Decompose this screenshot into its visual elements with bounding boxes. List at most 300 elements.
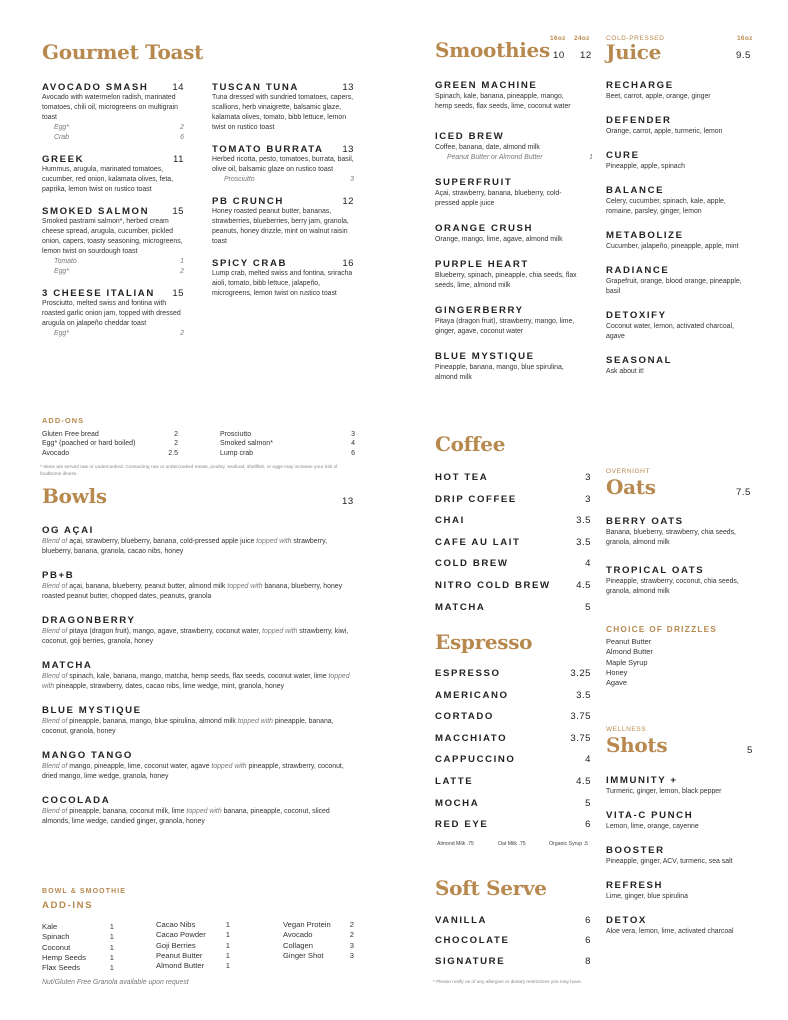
addon-name: Egg* xyxy=(54,124,69,131)
bowl-desc-text: strawberry, kiwi, coconut, goji berries, granola, honey xyxy=(42,628,349,645)
addin-price: 2 xyxy=(349,930,354,940)
addon-row xyxy=(220,430,355,439)
espresso-item xyxy=(435,754,591,776)
addin-row xyxy=(42,943,114,953)
smoothie-item xyxy=(435,223,593,245)
oats-price: 7.5 xyxy=(736,487,751,498)
addin-row xyxy=(42,932,114,942)
soft-serve-item xyxy=(435,915,591,935)
bowl-desc-italic: topped with xyxy=(237,718,273,725)
espresso-item xyxy=(435,819,591,841)
addin-name: Peanut Butter xyxy=(156,950,203,960)
bowl-desc-italic: topped with xyxy=(186,808,222,815)
juice-item-name: DETOXIFY xyxy=(606,310,667,321)
coffee-item xyxy=(435,537,591,559)
addon-price: 2 xyxy=(174,431,178,438)
juice-item-description: Coconut water, lemon, activated charcoal, agave xyxy=(606,323,734,340)
addon-price: 2 xyxy=(180,124,184,131)
coffee-item-price: 3 xyxy=(585,493,591,505)
toast-item-price: 13 xyxy=(342,82,354,93)
juice-label: COLD-PRESSED xyxy=(606,35,665,42)
soft-serve-item-name: CHOCOLATE xyxy=(435,935,510,947)
toast-item-description: Avocado with watermelon radish, marinated tomatoes, chili oil, microgreens on multigrain toast xyxy=(42,94,178,121)
drizzle-option: Peanut Butter xyxy=(606,637,652,646)
toast-item-addon xyxy=(42,257,184,267)
bowls-price: 13 xyxy=(342,496,354,507)
espresso-item-price: 3.25 xyxy=(570,668,591,679)
addin-row xyxy=(156,930,230,940)
addon-price: 2.5 xyxy=(168,449,178,457)
bowl-desc-text: pineapple, banana, coconut milk, lime xyxy=(69,808,187,815)
juice-item-name: SEASONAL xyxy=(606,355,673,366)
toast-item xyxy=(212,144,354,185)
espresso-item xyxy=(435,776,591,798)
bowl-desc-text: pitaya (dragon fruit), mango, agave, strawberry, coconut water, xyxy=(69,628,263,635)
juice-item xyxy=(606,265,754,297)
toast-item xyxy=(212,258,354,299)
toast-item xyxy=(42,82,184,143)
bowl-desc-italic: Blend of xyxy=(42,628,70,635)
smoothie-item xyxy=(435,351,593,383)
addon-price: 2 xyxy=(180,330,184,337)
oats-title: Oats xyxy=(606,475,656,499)
oats-item-name: BERRY OATS xyxy=(606,516,684,527)
espresso-item-name: ESPRESSO xyxy=(435,668,501,679)
addin-price: 1 xyxy=(109,952,114,962)
oats-label: OVERNIGHT xyxy=(606,468,651,475)
smoothie-price-16oz: 10 xyxy=(553,50,565,61)
oats-item xyxy=(606,516,754,548)
bowl-item xyxy=(42,795,354,827)
juice-item xyxy=(606,310,754,342)
bowl-desc-text: açai, strawberry, blueberry, banana, cold-pressed apple juice xyxy=(69,538,257,545)
addins-column-3 xyxy=(283,920,354,961)
shots-title: Shots xyxy=(606,733,668,757)
bowls-title: Bowls xyxy=(42,484,107,508)
toast-item-name: SPICY CRAB xyxy=(212,258,287,269)
addin-price: 1 xyxy=(225,920,230,929)
bowl-desc-text: pineapple, banana, coconut, granola, honey xyxy=(42,718,334,735)
soft-serve-item-name: SIGNATURE xyxy=(435,955,506,967)
espresso-item-price: 3.5 xyxy=(576,689,591,701)
addin-name: Coconut xyxy=(42,942,71,952)
addin-name: Cacao Powder xyxy=(156,930,206,940)
addon-price: 3 xyxy=(350,176,354,183)
addin-price: 1 xyxy=(225,930,230,940)
addon-name: Avocado xyxy=(42,449,70,457)
oats-item-description: Banana, blueberry, strawberry, chia seeds, granola, almond milk xyxy=(606,529,736,546)
oats-item-name: TROPICAL OATS xyxy=(606,565,705,576)
bowl-desc-italic: topped with xyxy=(42,673,350,690)
bowl-item-name: MANGO TANGO xyxy=(42,750,133,761)
bowl-item-name: MATCHA xyxy=(42,660,93,671)
addin-price: 1 xyxy=(109,963,114,972)
soft-serve-item-price: 6 xyxy=(585,915,591,926)
addon-price: 6 xyxy=(180,134,184,141)
addin-price: 1 xyxy=(225,961,230,970)
shot-item xyxy=(606,915,754,937)
coffee-item-name: DRIP COFFEE xyxy=(435,493,517,505)
shot-item-description: Pineapple, ginger, ACV, turmeric, sea salt xyxy=(606,858,733,865)
soft-serve-title: Soft Serve xyxy=(435,876,547,900)
bowl-desc-text: açai, banana, blueberry, peanut butter, almond milk xyxy=(69,583,228,590)
shot-item-description: Turmeric, ginger, lemon, black pepper xyxy=(606,788,722,795)
juice-item xyxy=(606,150,754,172)
bowl-item-description xyxy=(42,672,354,692)
espresso-title: Espresso xyxy=(435,630,533,654)
coffee-list xyxy=(435,472,591,623)
coffee-item xyxy=(435,580,591,602)
toast-item-header xyxy=(212,82,354,93)
addon-name: Peanut Butter or Almond Butter xyxy=(447,154,543,161)
addin-row xyxy=(156,920,230,930)
smoothie-item-description: Spinach, kale, banana, pineapple, mango, hemp seeds, flax seeds, lime, coconut water xyxy=(435,93,571,110)
bowl-item-name: DRAGONBERRY xyxy=(42,615,136,626)
smoothies-title: Smoothies xyxy=(435,38,550,62)
coffee-item xyxy=(435,472,591,494)
coffee-item xyxy=(435,515,591,537)
addins-label-bowl-smoothie: BOWL & SMOOTHIE xyxy=(42,888,127,895)
bowl-item xyxy=(42,750,354,782)
addin-price: 1 xyxy=(225,940,230,950)
toast-item-addon xyxy=(42,267,184,277)
toast-item-price: 15 xyxy=(172,206,184,217)
addon-row xyxy=(42,430,178,439)
smoothie-item-name: ORANGE CRUSH xyxy=(435,223,534,234)
gourmet-toast-title: Gourmet Toast xyxy=(42,40,204,64)
smoothie-item-description: Pineapple, banana, mango, blue spirulina, almond milk xyxy=(435,364,564,381)
bowl-desc-italic: Blend of xyxy=(42,673,70,680)
addins-label: ADD-INS xyxy=(42,900,94,911)
coffee-title: Coffee xyxy=(435,432,506,456)
oats-item-description: Pineapple, strawberry, coconut, chia seeds, granola, almond milk xyxy=(606,578,739,595)
addon-name: Tomato xyxy=(54,258,77,265)
addon-row xyxy=(42,439,178,448)
juice-item-name: RECHARGE xyxy=(606,80,674,91)
addin-name: Goji Berries xyxy=(156,940,196,950)
drizzle-option: Maple Syrup xyxy=(606,657,648,667)
toast-item-description: Hummus, arugula, marinated tomatoes, cucumber, red onion, kalamata olives, feta, paprika, lemon twist on rustico toast xyxy=(42,166,173,193)
toast-item xyxy=(42,288,184,339)
drizzle-option: Agave xyxy=(606,678,627,688)
smoothie-item-name: ICED BREW xyxy=(435,131,505,142)
bowl-item-name: BLUE MYSTIQUE xyxy=(42,705,142,716)
juice-item-description: Orange, carrot, apple, turmeric, lemon xyxy=(606,128,723,135)
coffee-item-price: 4 xyxy=(585,558,591,570)
toast-item-description: Honey roasted peanut butter, bananas, strawberries, blueberries, berry jam, granola, peanuts, honey drizzle, mint on walnut raisin toast xyxy=(212,208,349,245)
smoothie-item-description: Pitaya (dragon fruit), strawberry, mango, lime, ginger, agave, coconut water xyxy=(435,318,575,335)
espresso-extra-almond: Almond Milk .75 xyxy=(437,841,474,847)
drizzles-list xyxy=(606,637,653,689)
bowl-item xyxy=(42,570,354,602)
bowl-desc-italic: Blend of xyxy=(42,808,70,815)
juice-size: 16oz xyxy=(737,35,753,42)
toast-item-addon xyxy=(212,175,354,185)
espresso-item-name: LATTE xyxy=(435,775,474,787)
shot-item-name: REFRESH xyxy=(606,880,664,891)
juice-item xyxy=(606,230,754,252)
addon-price: 6 xyxy=(351,449,355,457)
addin-price: 3 xyxy=(349,950,354,960)
juice-item xyxy=(606,355,754,377)
espresso-item-price: 4.5 xyxy=(576,775,591,787)
espresso-list xyxy=(435,668,591,841)
coffee-item-price: 3 xyxy=(585,472,591,483)
shot-item-name: BOOSTER xyxy=(606,845,665,856)
shot-item-name: DETOX xyxy=(606,915,647,926)
coffee-item xyxy=(435,494,591,516)
addon-name: Lump crab xyxy=(220,449,254,457)
bowl-desc-italic: Blend of xyxy=(42,763,70,770)
coffee-item-name: COLD BREW xyxy=(435,558,509,570)
smoothie-item xyxy=(435,131,593,163)
addin-row xyxy=(156,941,230,951)
addins-column-1 xyxy=(42,922,114,973)
soft-serve-item-name: VANILLA xyxy=(435,915,488,926)
coffee-item-name: CAFE AU LAIT xyxy=(435,536,521,548)
toast-left-column xyxy=(42,82,184,350)
bowl-item xyxy=(42,660,354,692)
toast-item xyxy=(212,82,354,133)
toast-item-addon xyxy=(42,123,184,133)
shot-item-description: Lime, ginger, blue spirulina xyxy=(606,893,688,900)
espresso-item-price: 6 xyxy=(585,819,591,831)
juice-item-name: METABOLIZE xyxy=(606,230,684,241)
bowl-item-description xyxy=(42,717,354,737)
espresso-item xyxy=(435,798,591,820)
bowl-desc-text: pineapple, banana, mango, blue spirulina, almond milk xyxy=(69,718,238,725)
shot-item-name: IMMUNITY + xyxy=(606,775,678,786)
bowl-item xyxy=(42,615,354,647)
toast-item-header xyxy=(212,196,354,207)
juice-item-name: CURE xyxy=(606,150,640,161)
juice-item-description: Ask about it! xyxy=(606,368,644,375)
juice-item-description: Pineapple, apple, spinach xyxy=(606,163,685,170)
juice-item-name: RADIANCE xyxy=(606,265,670,276)
juice-title: Juice xyxy=(606,40,662,64)
espresso-item-name: MOCHA xyxy=(435,797,480,809)
toast-item xyxy=(42,206,184,277)
shot-item-description: Aloe vera, lemon, lime, activated charcoal xyxy=(606,928,734,935)
addin-row xyxy=(42,963,114,973)
juice-list xyxy=(606,80,754,390)
toast-item-description: Tuna dressed with sundried tomatoes, capers, scallions, herb vinaigrette, balsamic glaze, kalamata olives, tomato, bibb lettuce, lemon twist on rustico toast xyxy=(212,94,354,131)
smoothie-item-description: Orange, mango, lime, agave, almond milk xyxy=(435,236,563,243)
toast-item-description: Prosciutto, melted swiss and fontina with roasted garlic onion jam, topped with dressed arugula on jalapeño cheddar toast xyxy=(42,300,181,327)
bowl-item-name: PB+B xyxy=(42,570,75,581)
coffee-item-name: MATCHA xyxy=(435,601,486,613)
allergy-note: * Please notify us of any allergies or dietary restrictions you may have. xyxy=(433,980,583,985)
juice-item-description: Cucumber, jalapeño, pineapple, apple, mint xyxy=(606,243,739,250)
smoothie-size-16oz: 16oz xyxy=(550,35,566,42)
smoothie-item-name: BLUE MYSTIQUE xyxy=(435,351,535,362)
addon-name: Prosciutto xyxy=(224,176,255,183)
toast-item-header xyxy=(42,206,184,217)
addins-column-2 xyxy=(156,920,230,971)
shot-item-name: VITA-C PUNCH xyxy=(606,810,694,821)
espresso-item xyxy=(435,668,591,690)
bowl-desc-text: pineapple, strawberry, coconut, dried mango, lime wedge, granola, honey xyxy=(42,763,344,780)
addin-price: 1 xyxy=(225,950,230,960)
addin-row xyxy=(42,953,114,963)
bowl-desc-text: strawberry, blueberry, banana, granola, cacao nibs, honey xyxy=(42,538,327,555)
soft-serve-item xyxy=(435,935,591,955)
granola-note: Nut/Gluten Free Granola available upon request xyxy=(42,979,189,986)
juice-item-description: Beet, carrot, apple, orange, ginger xyxy=(606,93,711,100)
espresso-extra-oat: Oat Milk .75 xyxy=(498,841,526,847)
shot-item xyxy=(606,810,754,832)
juice-item-name: DEFENDER xyxy=(606,115,672,126)
toast-item-name: PB CRUNCH xyxy=(212,196,284,207)
addon-row xyxy=(220,449,355,458)
addin-row xyxy=(283,920,354,930)
toast-item-description: Lump crab, melted swiss and fontina, sriracha aioli, tomato, bibb lettuce, jalapeño, microgreens, lemon twist on rustico toast xyxy=(212,270,353,297)
addon-name: Egg* xyxy=(54,268,69,275)
addin-price: 3 xyxy=(349,940,354,950)
toast-addons-title: ADD-ONS xyxy=(42,416,85,425)
soft-serve-item-price: 8 xyxy=(585,955,591,967)
toast-item-price: 11 xyxy=(173,154,184,165)
addin-name: Ginger Shot xyxy=(283,950,324,960)
coffee-item xyxy=(435,602,591,624)
bowl-desc-text: spinach, kale, banana, mango, matcha, hemp seeds, flax seeds, coconut water, lime xyxy=(69,673,329,680)
toast-item-price: 13 xyxy=(342,144,354,155)
smoothie-price-24oz: 12 xyxy=(580,50,592,61)
coffee-item-price: 3.5 xyxy=(576,515,591,527)
juice-item-name: BALANCE xyxy=(606,185,665,196)
smoothie-item xyxy=(435,259,593,291)
addin-name: Cacao Nibs xyxy=(156,920,196,929)
coffee-item-name: CHAI xyxy=(435,515,465,527)
bowl-item-description xyxy=(42,807,354,827)
addon-price: 1 xyxy=(180,258,184,265)
espresso-item xyxy=(435,733,591,755)
espresso-item-price: 5 xyxy=(585,797,591,809)
bowl-desc-italic: topped with xyxy=(256,538,292,545)
bowl-desc-text: mango, pineapple, lime, coconut water, agave xyxy=(69,763,212,770)
addon-name: Egg* xyxy=(54,330,69,337)
oats-list xyxy=(606,516,754,614)
toast-item-name: TOMATO BURRATA xyxy=(212,144,324,155)
toast-item-name: TUSCAN TUNA xyxy=(212,82,299,93)
soft-serve-item-price: 6 xyxy=(585,935,591,947)
addon-name: Prosciutto xyxy=(220,431,252,438)
addin-name: Vegan Protein xyxy=(283,920,331,929)
coffee-item-price: 5 xyxy=(585,601,591,613)
addon-price: 3 xyxy=(351,431,355,438)
addon-name: Smoked salmon* xyxy=(220,440,273,448)
bowls-list xyxy=(42,525,354,840)
smoothie-item-description: Açai, strawberry, banana, blueberry, cold-pressed apple juice xyxy=(435,190,562,207)
smoothie-item-description: Blueberry, spinach, pineapple, chia seeds, flax seeds, lime, almond milk xyxy=(435,272,577,289)
bowl-desc-italic: topped with xyxy=(262,628,298,635)
smoothies-list xyxy=(435,80,593,397)
coffee-item-name: HOT TEA xyxy=(435,472,489,483)
addin-name: Avocado xyxy=(283,930,313,940)
soft-serve-item xyxy=(435,956,591,976)
toast-item xyxy=(212,196,354,247)
bowl-desc-italic: Blend of xyxy=(42,583,70,590)
toast-item-price: 15 xyxy=(172,288,184,299)
drizzle-option: Almond Butter xyxy=(606,647,653,657)
bowl-desc-italic: topped with xyxy=(211,763,247,770)
toast-item-header xyxy=(42,82,184,93)
coffee-item-price: 4.5 xyxy=(576,579,591,591)
toast-addons-left xyxy=(42,430,178,458)
bowl-desc-text: banana, pineapple, coconut, sliced almonds, lime wedge, candied ginger, granola, honey xyxy=(42,808,330,825)
bowl-item-description xyxy=(42,762,354,782)
bowl-item-description xyxy=(42,627,354,647)
addon-name: Crab xyxy=(54,134,69,141)
toast-item-header xyxy=(42,288,184,299)
juice-price: 9.5 xyxy=(736,50,751,61)
toast-item-price: 14 xyxy=(172,82,184,93)
shots-price: 5 xyxy=(747,745,753,756)
espresso-item-name: CAPPUCCINO xyxy=(435,754,516,766)
smoothie-item-name: PURPLE HEART xyxy=(435,259,529,270)
addin-price: 1 xyxy=(109,932,114,942)
bowl-desc-italic: topped with xyxy=(227,583,263,590)
smoothie-item-name: SUPERFRUIT xyxy=(435,177,513,188)
soft-serve-list xyxy=(435,915,591,976)
juice-item xyxy=(606,115,754,137)
addin-row xyxy=(283,930,354,940)
addin-name: Kale xyxy=(42,922,58,931)
toast-item-header xyxy=(212,144,354,155)
toast-item-description: Herbed ricotta, pesto, tomatoes, burrata, basil, olive oil, balsamic glaze on rustico toast xyxy=(212,156,354,173)
shots-list xyxy=(606,775,754,950)
shot-item-description: Lemon, lime, orange, cayenne xyxy=(606,823,699,830)
toast-right-column xyxy=(212,82,354,310)
smoothie-item-description: Coffee, banana, date, almond milk xyxy=(435,144,540,151)
toast-item-name: GREEK xyxy=(42,154,85,165)
drizzle-option: Honey xyxy=(606,668,628,678)
bowl-desc-italic: Blend of xyxy=(42,718,70,725)
juice-item xyxy=(606,185,754,217)
bowl-desc-italic: Blend of xyxy=(42,538,70,545)
bowl-desc-text: banana, blueberry, honey roasted peanut butter, chopped dates, peanuts, granola xyxy=(42,583,343,600)
shots-label: WELLNESS xyxy=(606,726,647,733)
addon-row xyxy=(220,439,355,448)
toast-item-name: 3 CHEESE ITALIAN xyxy=(42,288,155,299)
smoothie-item-name: GINGERBERRY xyxy=(435,305,524,316)
addin-price: 1 xyxy=(109,942,114,952)
smoothie-item xyxy=(435,177,593,209)
espresso-item-price: 4 xyxy=(585,754,591,766)
smoothie-item xyxy=(435,305,593,337)
coffee-item xyxy=(435,558,591,580)
addin-name: Spinach xyxy=(42,932,70,942)
toast-item-price: 12 xyxy=(342,196,354,207)
addon-name: Gluten Free bread xyxy=(42,431,99,438)
oats-item xyxy=(606,565,754,597)
espresso-item xyxy=(435,711,591,733)
addin-name: Flax Seeds xyxy=(42,963,80,972)
bowl-item-name: COCOLADA xyxy=(42,795,111,806)
toast-item-name: SMOKED SALMON xyxy=(42,206,150,217)
espresso-item xyxy=(435,690,591,712)
addin-price: 1 xyxy=(109,922,114,931)
bowl-item-name: OG AÇAI xyxy=(42,525,94,536)
addon-price: 2 xyxy=(174,440,178,448)
coffee-item-name: NITRO COLD BREW xyxy=(435,579,551,591)
shot-item xyxy=(606,880,754,902)
smoothie-item-addon xyxy=(435,153,593,163)
addon-name: Egg* (poached or hard boiled) xyxy=(42,440,136,448)
espresso-item-price: 3.75 xyxy=(570,711,591,723)
toast-item-addon xyxy=(42,329,184,339)
toast-item xyxy=(42,154,184,195)
